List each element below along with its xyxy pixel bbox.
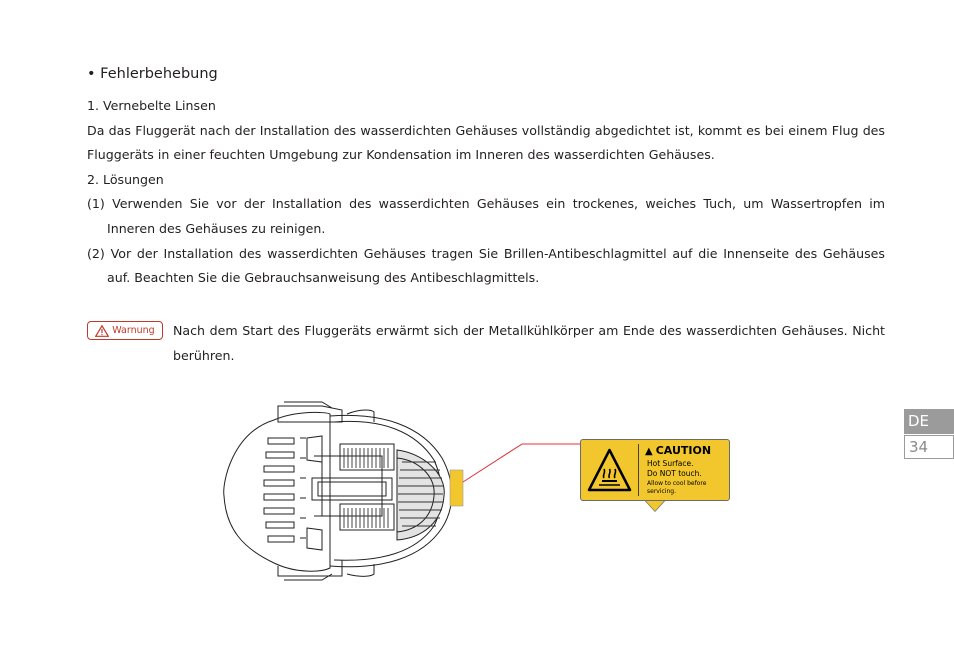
hot-surface-icon <box>587 447 632 494</box>
warning-text: Nach dem Start des Fluggeräts erwärmt sich der Metallkühlkörper am Ende des wasserdichten Gehäuses. Nicht berühren. <box>173 323 885 363</box>
item1-text: Da das Fluggerät nach der Installation des wasserdichten Gehäuses vollständig abgedichtet ist, kommt es bei einem Flug des Fluggeräts in einer feuchten Umgebung zur Kondensation im Inneren des wasserdichten Gehäuses. <box>87 122 885 163</box>
caution-label-mini <box>450 470 463 506</box>
warning-badge-label: Warnung <box>112 325 155 336</box>
warning-triangle-icon <box>95 325 109 337</box>
caution-line1: Hot Surface. <box>647 459 694 468</box>
caution-line3: Allow to cool before servicing. <box>647 480 707 495</box>
warning-notice <box>87 318 885 368</box>
item1-heading: 1. Vernebelte Linsen <box>87 98 216 113</box>
caution-pointer <box>645 500 665 511</box>
caution-label <box>580 439 730 501</box>
troubleshooting-body <box>87 94 885 291</box>
caution-heading: ▲ CAUTION <box>645 444 712 457</box>
caution-divider <box>638 444 639 496</box>
language-tab: DE <box>904 409 954 434</box>
leader-line-extension <box>522 430 582 448</box>
section-title: • Fehlerbehebung <box>87 66 218 82</box>
leader-line <box>463 444 522 482</box>
solution-1: (1) Verwenden Sie vor der Installation des wasserdichten Gehäuses ein trockenes, weiches Tuch, um Wassertropfen im Inneren des Gehäuses zu reinigen. <box>87 196 885 236</box>
item2-heading: 2. Lösungen <box>87 171 164 187</box>
caution-triangle-icon: ▲ <box>645 446 653 457</box>
drone-housing-illustration <box>222 398 522 583</box>
caution-line2: Do NOT touch. <box>647 469 702 478</box>
page-number: 34 <box>904 435 954 459</box>
warning-badge <box>87 321 163 340</box>
solution-2: (2) Vor der Installation des wasserdichten Gehäuses tragen Sie Brillen-Antibeschlagmittel auf die Innenseite des Gehäuses auf. Beachten Sie die Gebrauchsanweisung des Antibeschlagmittels. <box>87 245 885 286</box>
